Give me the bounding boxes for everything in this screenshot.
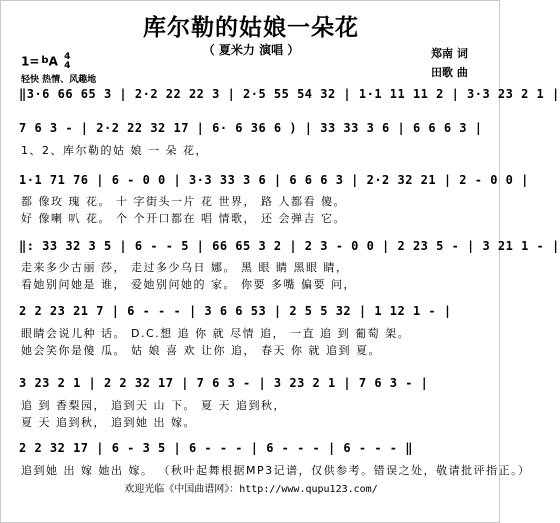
lyric-line-6b: 夏 天 追到秋， 追到她 出 嫁。 [21, 416, 196, 429]
lyric-line-4b: 看她别问她是 谁， 爱她别问她的 家。 你要 多嘴 偏要 问， [21, 278, 356, 291]
lyric-line-5b: 她会笑你是傻 瓜。 姑 娘 喜 欢 让你 追， 春天 你 就 追到 夏。 [21, 344, 381, 357]
site-footer: 欢迎光临《中国曲谱网》：http://www.qupu123.com/ [124, 484, 378, 495]
lyric-line-3a: 都 像玫 瑰 花。 十 字街头一片 花 世界， 路 人都看 傻。 [21, 195, 346, 208]
notation-line-6: 3 23 2 1 | 2 2 32 17 | 7 6 3 - | 3 23 2 1 | 7 6 3 - | [19, 376, 429, 390]
time-signature [64, 53, 70, 71]
notation-line-7: 2 2 32 17 | 6 - 3 5 | 6 - - - | 6 - - - | 6 - - - ‖ [19, 441, 413, 455]
lyric-line-7a: 追到她 出 嫁 她出 嫁。 （秋叶起舞根据MP3记谱，仅供参考。错误之处，敬请批评指正。） [21, 464, 531, 477]
notation-line-1: ‖3·6 66 65 3 | 2·2 22 22 3 | 2·5 55 54 32 | 1·1 11 11 2 | 3·3 23 2 1 | [19, 87, 560, 101]
notation-line-4: ‖: 33 32 3 5 | 6 - - 5 | 66 65 3 2 | 2 3 - 0 0 | 2 23 5 - | 3 21 1 - | [19, 239, 560, 253]
composer-credit: 田歌 曲 [431, 66, 468, 79]
notation-line-3: 1·1 71 76 | 6 - 0 0 | 3·3 33 3 6 | 6 6 6 3 | 2·2 32 21 | 2 - 0 0 | [19, 173, 529, 187]
lyricist-credit: 郑南 词 [431, 47, 468, 60]
lyric-line-6a: 追 到 香梨园， 追到天 山 下。 夏 天 追到秋， [21, 399, 286, 412]
lyric-line-4a: 走来多少古丽 莎， 走过多少乌日 娜。 黑 眼 睛 黑眼 睛， [21, 261, 349, 274]
lyric-line-3b: 好 像喇 叭 花。 个 个开口都在 唱 情歌， 还 会弹吉 它。 [21, 212, 346, 225]
singer-credit: （ 夏米力 演唱 ） [202, 43, 300, 57]
notation-line-5: 2 2 23 21 7 | 6 - - - | 3 6 6 53 | 2 5 5 32 | 1 12 1 - | [19, 304, 452, 318]
lyric-line-2a: 1、2、库尔勒的姑 娘 一 朵 花， [21, 144, 208, 157]
notation-line-2: 7 6 3 - | 2·2 22 32 17 | 6· 6 36 6 ) | 33 33 3 6 | 6 6 6 3 | [19, 121, 483, 135]
tempo-marking: 轻快 热情、风趣地 [21, 75, 97, 85]
key-signature [21, 53, 70, 71]
key-prefix: 1= [21, 54, 40, 69]
lyric-line-5a: 眼睛会说儿种 话。 D.C.想 追 你 就 尽情 追， 一直 追 到 葡萄 架。 [21, 327, 411, 340]
meter-bottom: 4 [64, 61, 71, 71]
meter-top: 4 [64, 52, 71, 62]
key-note: A [48, 54, 58, 69]
song-title: 库尔勒的姑娘一朵花 [143, 15, 359, 41]
key-flat: b [41, 54, 49, 66]
